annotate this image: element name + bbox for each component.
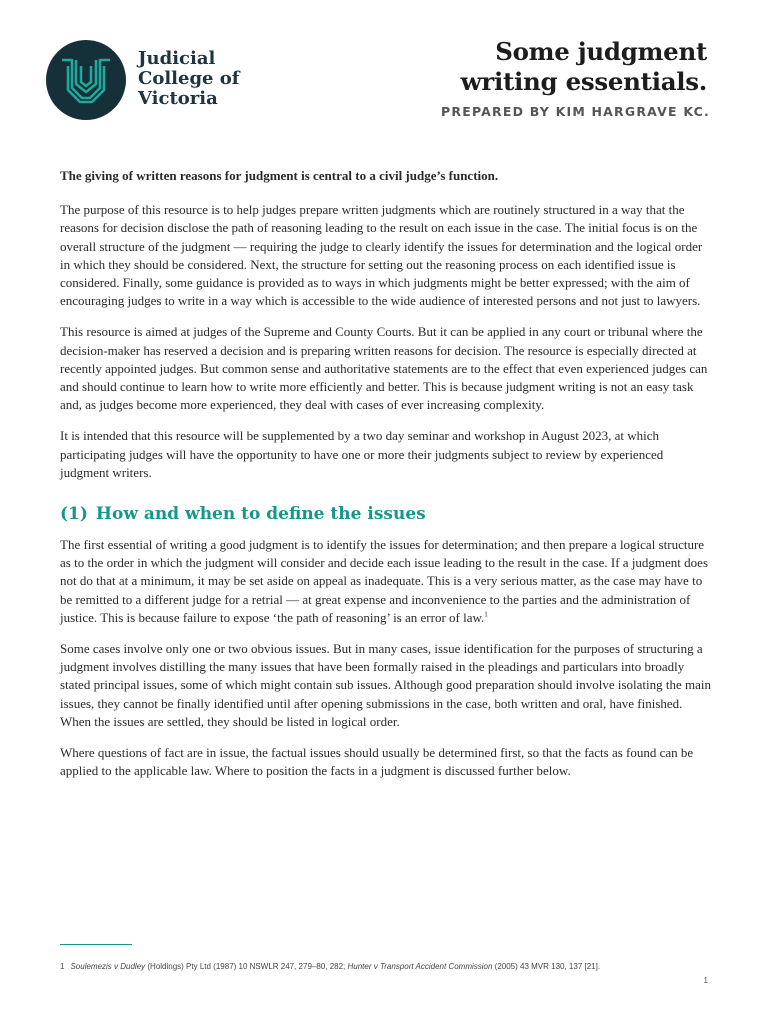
footnote-ref[interactable]: 1: [484, 610, 488, 619]
section-paragraph: [60, 536, 712, 627]
citation-text: (2005) 43 MVR 130, 137 [21].: [492, 962, 601, 971]
jcv-monogram-icon: [46, 40, 126, 120]
org-logo: [46, 40, 286, 122]
section-paragraph: Where questions of fact are in issue, the factual issues should usually be determined first, so that the facts as found can be applied to the applicable law. Where to position the facts in a judgment is discussed further below.: [60, 745, 694, 779]
intro-paragraph: This resource is aimed at judges of the Supreme and County Courts. But it can be applied in any court or tribunal where the decision-maker has reserved a decision and is preparing written reasons for decision. The resource is especially directed at recently appointed judges. But common sense and authoritative statements are to the effect that even experienced judges can and should continue to learn how to write more efficiently and better. This is because judgment writing is not an easy task and, as judges become more experienced, they deal with cases of ever increasing complexity.: [60, 324, 708, 413]
org-name-line: College of: [138, 68, 240, 89]
org-name-line: Victoria: [138, 88, 218, 109]
case-name: Soulemezis v Dudley: [70, 962, 146, 971]
prepared-by: PREPARED BY KIM HARGRAVE KC.: [441, 104, 710, 119]
intro-paragraph: It is intended that this resource will be supplemented by a two day seminar and workshop in August 2023, at which participating judges will have the opportunity to have one or more their judgments subject to review by experienced judgment writers.: [60, 428, 664, 480]
document-title: [347, 37, 707, 97]
section-number: (1): [60, 504, 88, 525]
title-line: writing essentials.: [460, 67, 707, 96]
footnote-number: 1: [60, 962, 65, 971]
org-name: [138, 49, 240, 109]
lead-sentence: The giving of written reasons for judgment is central to a civil judge’s function.: [60, 168, 499, 183]
page-number: 1: [703, 976, 708, 985]
title-line: Some judgment: [495, 37, 707, 66]
org-name-line: Judicial: [138, 48, 216, 69]
case-name: Hunter v Transport Accident Commission: [347, 962, 493, 971]
document-body: [60, 167, 712, 780]
intro-paragraph: The purpose of this resource is to help judges prepare written judgments which are routinely structured in a way that the reasons for decision disclose the path of reasoning leading to the result on each issue in the case. The initial focus is on the overall structure of the judgment — requiring the judge to clearly identify the issues for determination and the logical order in which they should be considered. Next, the structure for setting out the reasoning process on each identified issue is considered. Finally, some guidance is provided as to ways in which judgments might be better expressed; with the aim of encouraging judges to write in a way which is accessible to the wide audience of interested persons and not just to lawyers.: [60, 202, 703, 309]
footnote: [60, 962, 700, 971]
section-title: How and when to define the issues: [95, 504, 426, 525]
citation-text: (Holdings) Pty Ltd (1987) 10 NSWLR 247, 279–80, 282;: [145, 962, 348, 971]
section-paragraph: Some cases involve only one or two obvious issues. But in many cases, issue identification for the purposes of structuring a judgment involves distilling the many issues that have been formally raised in the pleadings and particulars into broadly stated principal issues, some of which might contain sub issues. Although good preparation should involve isolating the main issues, they cannot be finally identified until after opening submissions in the case, both written and oral, have finished. When the issues are settled, they should be listed in logical order.: [60, 641, 711, 729]
paragraph-text: The first essential of writing a good judgment is to identify the issues for determination; and then prepare a logical structure as to the order in which the judgment will consider and decide each issue leading to the result in the case. If a judgment does not do that at a minimum, it may be set aside on appeal as inadequate. This is a very serious matter, as the case may have to be remitted to a different judge for a retrial — at great expense and inconvenience to the parties and the administration of justice. This is because failure to expose ‘the path of reasoning’ is an error of law.: [60, 537, 709, 625]
section-heading: [60, 504, 712, 524]
footnote-divider: [60, 944, 132, 945]
logo-badge: [46, 40, 126, 120]
